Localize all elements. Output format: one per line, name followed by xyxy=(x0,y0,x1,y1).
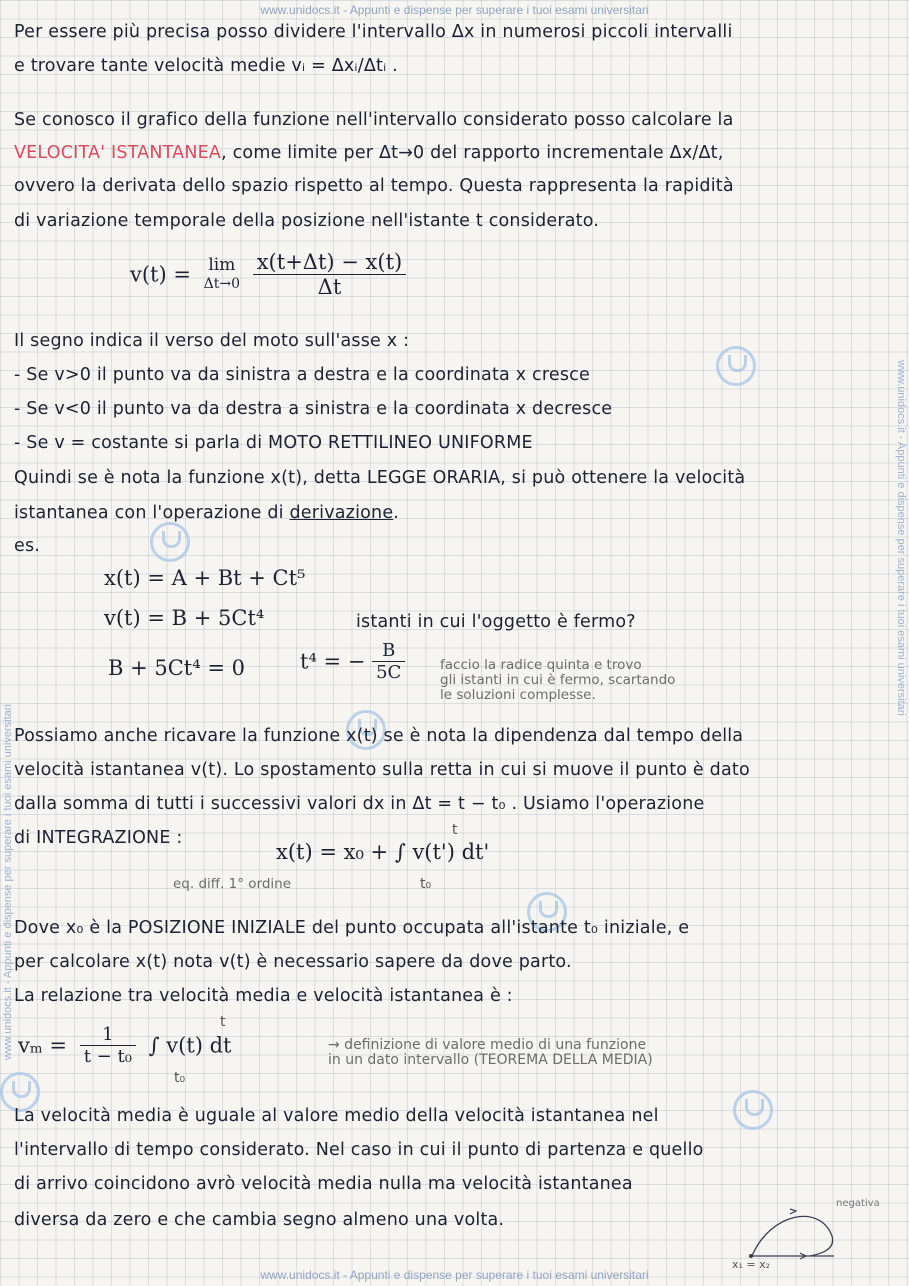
highlight-term: VELOCITA' ISTANTANEA xyxy=(14,143,222,163)
note-line: Quindi se è nota la funzione x(t), detta LEGGE ORARIA, si può ottenere la velocità xyxy=(14,468,746,488)
note-line: diversa da zero e che cambia segno almeno una volta. xyxy=(14,1210,505,1230)
formula-integration: x(t) = x₀ + ∫ v(t') dt' xyxy=(276,840,490,864)
fraction: $\frac{B}{5C}$ xyxy=(372,640,405,683)
note-line: - Se v<0 il punto va da destra a sinistra e la coordinata x decresce xyxy=(14,399,613,419)
integral-upper: t xyxy=(220,1014,226,1030)
watermark-right: www.unidocs.it - Appunti e dispense per superare i tuoi esami universitari xyxy=(895,360,907,716)
note-line: e trovare tante velocità medie vᵢ = Δxᵢ/Δtᵢ . xyxy=(14,56,398,76)
note-line: La velocità media è uguale al valore medio della velocità istantanea nel xyxy=(14,1106,659,1126)
watermark-left: www.unidocs.it - Appunti e dispense per superare i tuoi esami universitari xyxy=(2,704,14,1060)
integral-lower: t₀ xyxy=(174,1070,186,1086)
note-line: istantanea con l'operazione di derivazione. xyxy=(14,503,400,523)
note-line: La relazione tra velocità media e velocità istantanea è : xyxy=(14,986,513,1006)
note-line: Per essere più precisa posso dividere l'intervallo Δx in numerosi piccoli intervalli xyxy=(14,22,733,42)
note-line: per calcolare x(t) nota v(t) è necessario sapere da dove parto. xyxy=(14,952,572,972)
formula-equation: B + 5Ct⁴ = 0 xyxy=(108,656,245,680)
sketch-label-negativa: negativa xyxy=(836,1198,880,1209)
note-line: Possiamo anche ricavare la funzione x(t) se è nota la dipendenza dal tempo della xyxy=(14,726,744,746)
fraction: $\frac{1}{\text{t − t₀}}$ xyxy=(80,1024,136,1067)
formula-position: x(t) = A + Bt + Ct⁵ xyxy=(104,566,306,590)
sketch-label-equal: x₁ = x₂ xyxy=(732,1258,771,1271)
watermark-logo-icon xyxy=(150,522,190,562)
note-line: Dove x₀ è la POSIZIONE INIZIALE del punto occupata all'istante t₀ iniziale, e xyxy=(14,918,690,938)
note-line: - Se v = costante si parla di MOTO RETTILINEO UNIFORME xyxy=(14,433,533,453)
note-line: - Se v>0 il punto va da sinistra a destra e la coordinata x cresce xyxy=(14,365,590,385)
side-note: faccio la radice quinta e trovo gli istanti in cui è fermo, scartando le soluzioni complesse. xyxy=(440,657,676,703)
fraction: $\frac{x(t+\Delta t) - x(t)}{\Delta t}$ xyxy=(253,250,406,299)
note-line: di variazione temporale della posizione nell'istante t considerato. xyxy=(14,211,600,231)
watermark-logo-icon xyxy=(716,346,756,386)
note-line: es. xyxy=(14,536,41,556)
integral-lower: t₀ xyxy=(420,876,432,892)
note-line: l'intervallo di tempo considerato. Nel caso in cui il punto di partenza e quello xyxy=(14,1140,704,1160)
watermark-logo-icon xyxy=(733,1090,773,1130)
note-line: di INTEGRAZIONE : xyxy=(14,828,183,848)
note-line: dalla somma di tutti i successivi valori dx in Δt = t − t₀ . Usiamo l'operazione xyxy=(14,794,705,814)
note-line: ovvero la derivata dello spazio rispetto al tempo. Questa rappresenta la rapidità xyxy=(14,176,734,196)
note-line: istanti in cui l'oggetto è fermo? xyxy=(356,612,636,632)
formula-mean-velocity: vₘ = $\frac{1}{\text{t − t₀}}$ ∫ v(t) dt xyxy=(18,1024,232,1067)
integral-upper: t xyxy=(452,822,458,838)
watermark-top: www.unidocs.it - Appunti e dispense per superare i tuoi esami universitari xyxy=(260,3,649,17)
watermark-bottom: www.unidocs.it - Appunti e dispense per superare i tuoi esami universitari xyxy=(260,1268,649,1282)
formula-instant-velocity: v(t) = lim Δt→0 $\frac{x(t+\Delta t) - x(t)}{\Delta t}$ xyxy=(130,250,406,299)
side-note: → definizione di valore medio di una funzione in un dato intervallo (TEOREMA DELLA MEDIA) xyxy=(328,1037,653,1068)
note-line: Il segno indica il verso del moto sull'asse x : xyxy=(14,331,410,351)
note-line: velocità istantanea v(t). Lo spostamento sulla retta in cui si muove il punto è dato xyxy=(14,760,750,780)
note-line: VELOCITA' ISTANTANEA, come limite per Δt→0 del rapporto incrementale Δx/Δt, xyxy=(14,143,724,163)
formula-t4: t⁴ = − $\frac{B}{5C}$ xyxy=(300,640,405,683)
note-line: Se conosco il grafico della funzione nell'intervallo considerato posso calcolare la xyxy=(14,110,734,130)
side-note: eq. diff. 1° ordine xyxy=(173,876,292,892)
note-line: di arrivo coincidono avrò velocità media nulla ma velocità istantanea xyxy=(14,1174,633,1194)
formula-velocity: v(t) = B + 5Ct⁴ xyxy=(104,606,265,630)
